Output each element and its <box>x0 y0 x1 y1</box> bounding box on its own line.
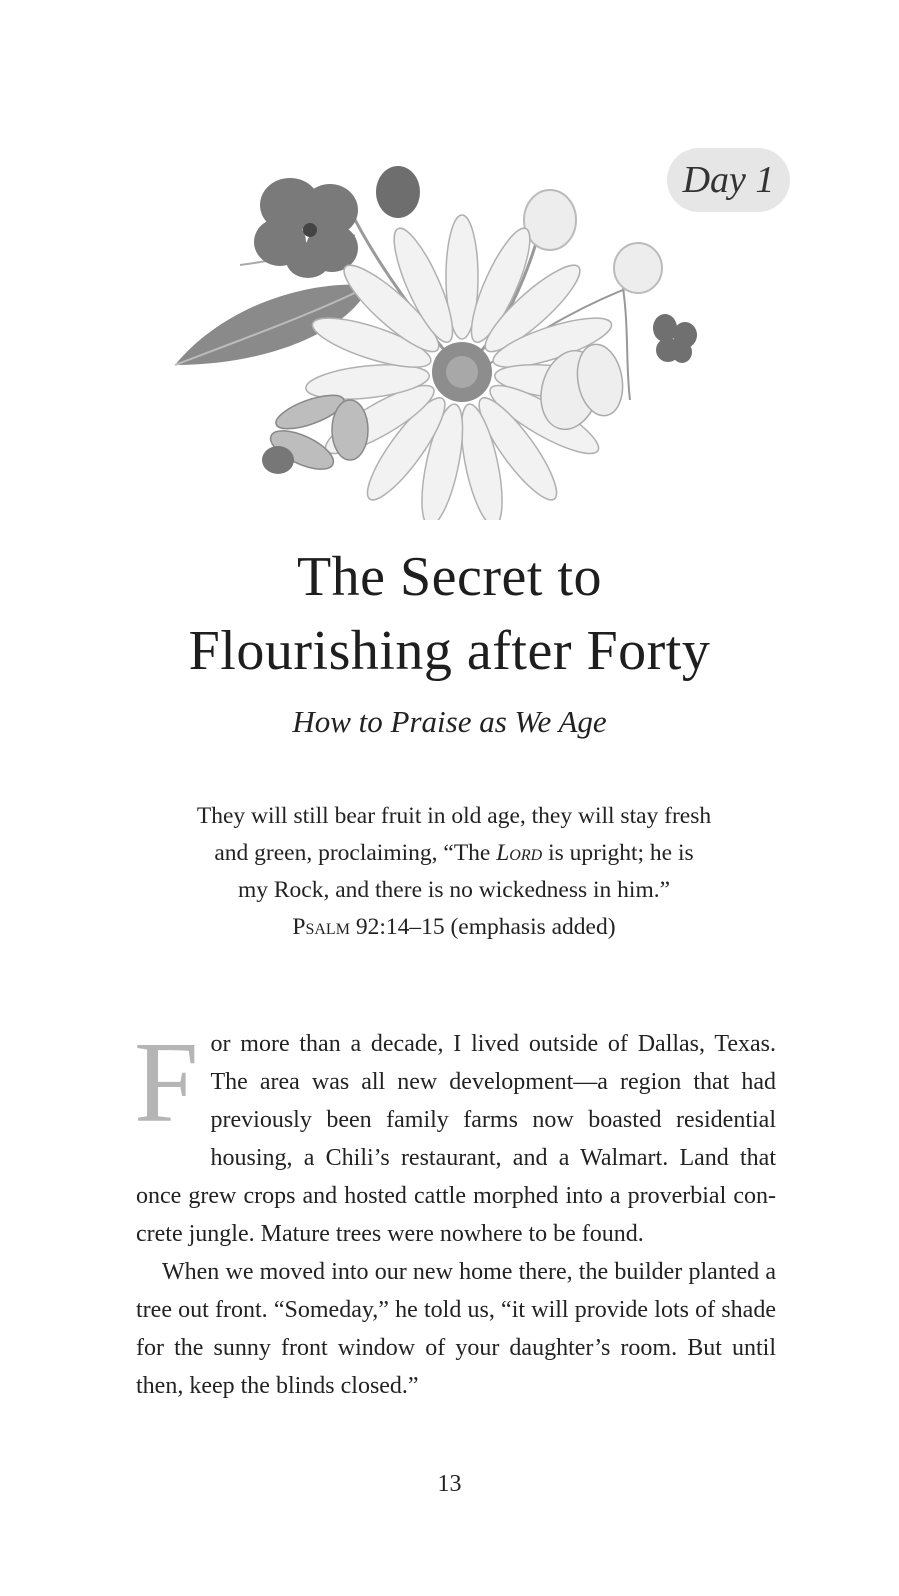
flower-bouquet-icon <box>160 150 720 520</box>
verse-reference: Psalm 92:14–15 (emphasis added) <box>292 914 616 940</box>
drop-cap: F <box>134 1019 199 1147</box>
body-paragraph-2: When we moved into our new home there, the builder planted a tree out front. “Someday,” he told us, “it will provide lots of shade for the sunny front window of your daughter’s room. But until then, keep the blinds closed.” <box>136 1259 776 1399</box>
verse-line-3: my Rock, and there is no wickedness in him.” <box>237 877 671 903</box>
scripture-epigraph <box>150 798 758 946</box>
day-badge: Day 1 <box>667 148 790 212</box>
title-line-2: Flourishing after Forty <box>188 620 711 682</box>
body-text <box>134 1019 776 1405</box>
verse-lord: Lord <box>496 840 543 866</box>
page-number: 13 <box>437 1471 462 1497</box>
verse-line-1: They will still bear fruit in old age, they will stay fresh <box>196 803 712 829</box>
page-subtitle: How to Praise as We Age <box>292 704 607 739</box>
verse-line-2: and green, proclaiming, “The Lord is upright; he is <box>214 840 694 866</box>
title-line-1: The Secret to <box>296 546 603 608</box>
page-title <box>0 540 899 688</box>
body-paragraph-1: For more than a decade, I lived outside of Dallas, Texas. The area was all new development—a region that had previously been family farms now boasted residential housing, a Chili’s restaurant, and a Walmart. Land that once grew crops and hosted cattle morphed into a proverbial concrete jungle. Mature trees were nowhere to be found. <box>134 1019 776 1247</box>
